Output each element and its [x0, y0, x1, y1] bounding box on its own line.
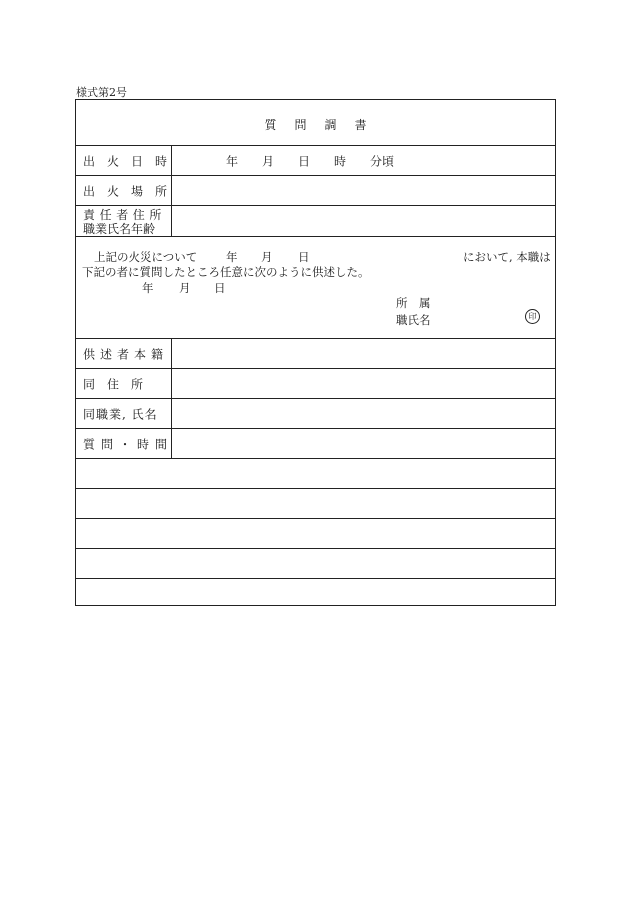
- statement-date-day: 日: [214, 281, 226, 295]
- fire-location-label: 出火場所: [83, 184, 180, 198]
- question-time-label-cell: [76, 429, 172, 458]
- occupation-name-field[interactable]: [172, 399, 555, 428]
- domicile-row: [76, 339, 555, 369]
- statement-year: 年: [226, 250, 238, 264]
- statement-line[interactable]: [76, 459, 555, 489]
- question-time-label: 質問・時間: [83, 437, 174, 451]
- form-number: 様式第2号: [76, 86, 127, 99]
- address-label-cell: [76, 369, 172, 398]
- statement-line[interactable]: [76, 519, 555, 549]
- statement-date-year: 年: [142, 281, 154, 295]
- occupation-name-label-cell: [76, 399, 172, 428]
- responsible-occupation-label: 職業氏名年齢: [83, 222, 156, 236]
- statement-date-month: 月: [179, 281, 191, 295]
- fire-location-row: [76, 176, 555, 206]
- title-row: [76, 100, 555, 146]
- fire-datetime-row: [76, 146, 555, 176]
- address-field[interactable]: [172, 369, 555, 398]
- responsible-person-field[interactable]: [172, 206, 555, 236]
- domicile-label-cell: [76, 339, 172, 368]
- statement-block: [76, 237, 555, 339]
- address-row: [76, 369, 555, 399]
- responsible-address-label: 責任者住所: [83, 208, 167, 222]
- question-time-field[interactable]: [172, 429, 555, 458]
- occupation-name-row: [76, 399, 555, 429]
- affiliation-label: 所 属: [396, 296, 431, 310]
- domicile-field[interactable]: [172, 339, 555, 368]
- statement-line[interactable]: [76, 489, 555, 519]
- fire-datetime-value: 年 月 日 時 分頃: [226, 154, 395, 168]
- fire-datetime-field[interactable]: [172, 146, 555, 175]
- fire-datetime-label: 出火日時: [83, 154, 180, 168]
- address-label: 同 住 所: [83, 377, 144, 391]
- domicile-label: 供述者本籍: [83, 347, 169, 361]
- statement-line-2: 下記の者に質問したところ任意に次のように供述した。: [82, 265, 370, 279]
- occupation-name-label: 同職業, 氏名: [83, 407, 158, 421]
- official-name-label: 職氏名: [396, 313, 431, 327]
- statement-officer-clause: において, 本職は: [463, 250, 551, 264]
- fire-datetime-label-cell: [76, 146, 180, 175]
- statement-line[interactable]: [76, 579, 555, 605]
- responsible-person-label-cell: [76, 206, 172, 236]
- fire-location-field[interactable]: [172, 176, 555, 205]
- statement-month: 月: [261, 250, 273, 264]
- seal-icon: 印: [525, 309, 540, 324]
- statement-intro: 上記の火災について: [94, 250, 198, 264]
- question-time-row: [76, 429, 555, 459]
- statement-day: 日: [298, 250, 310, 264]
- inquiry-record-form: [75, 99, 556, 606]
- responsible-person-label: [83, 208, 166, 236]
- responsible-person-row: [76, 206, 555, 237]
- document-title: 質問調書: [264, 118, 385, 132]
- statement-line[interactable]: [76, 549, 555, 579]
- fire-location-label-cell: [76, 176, 180, 205]
